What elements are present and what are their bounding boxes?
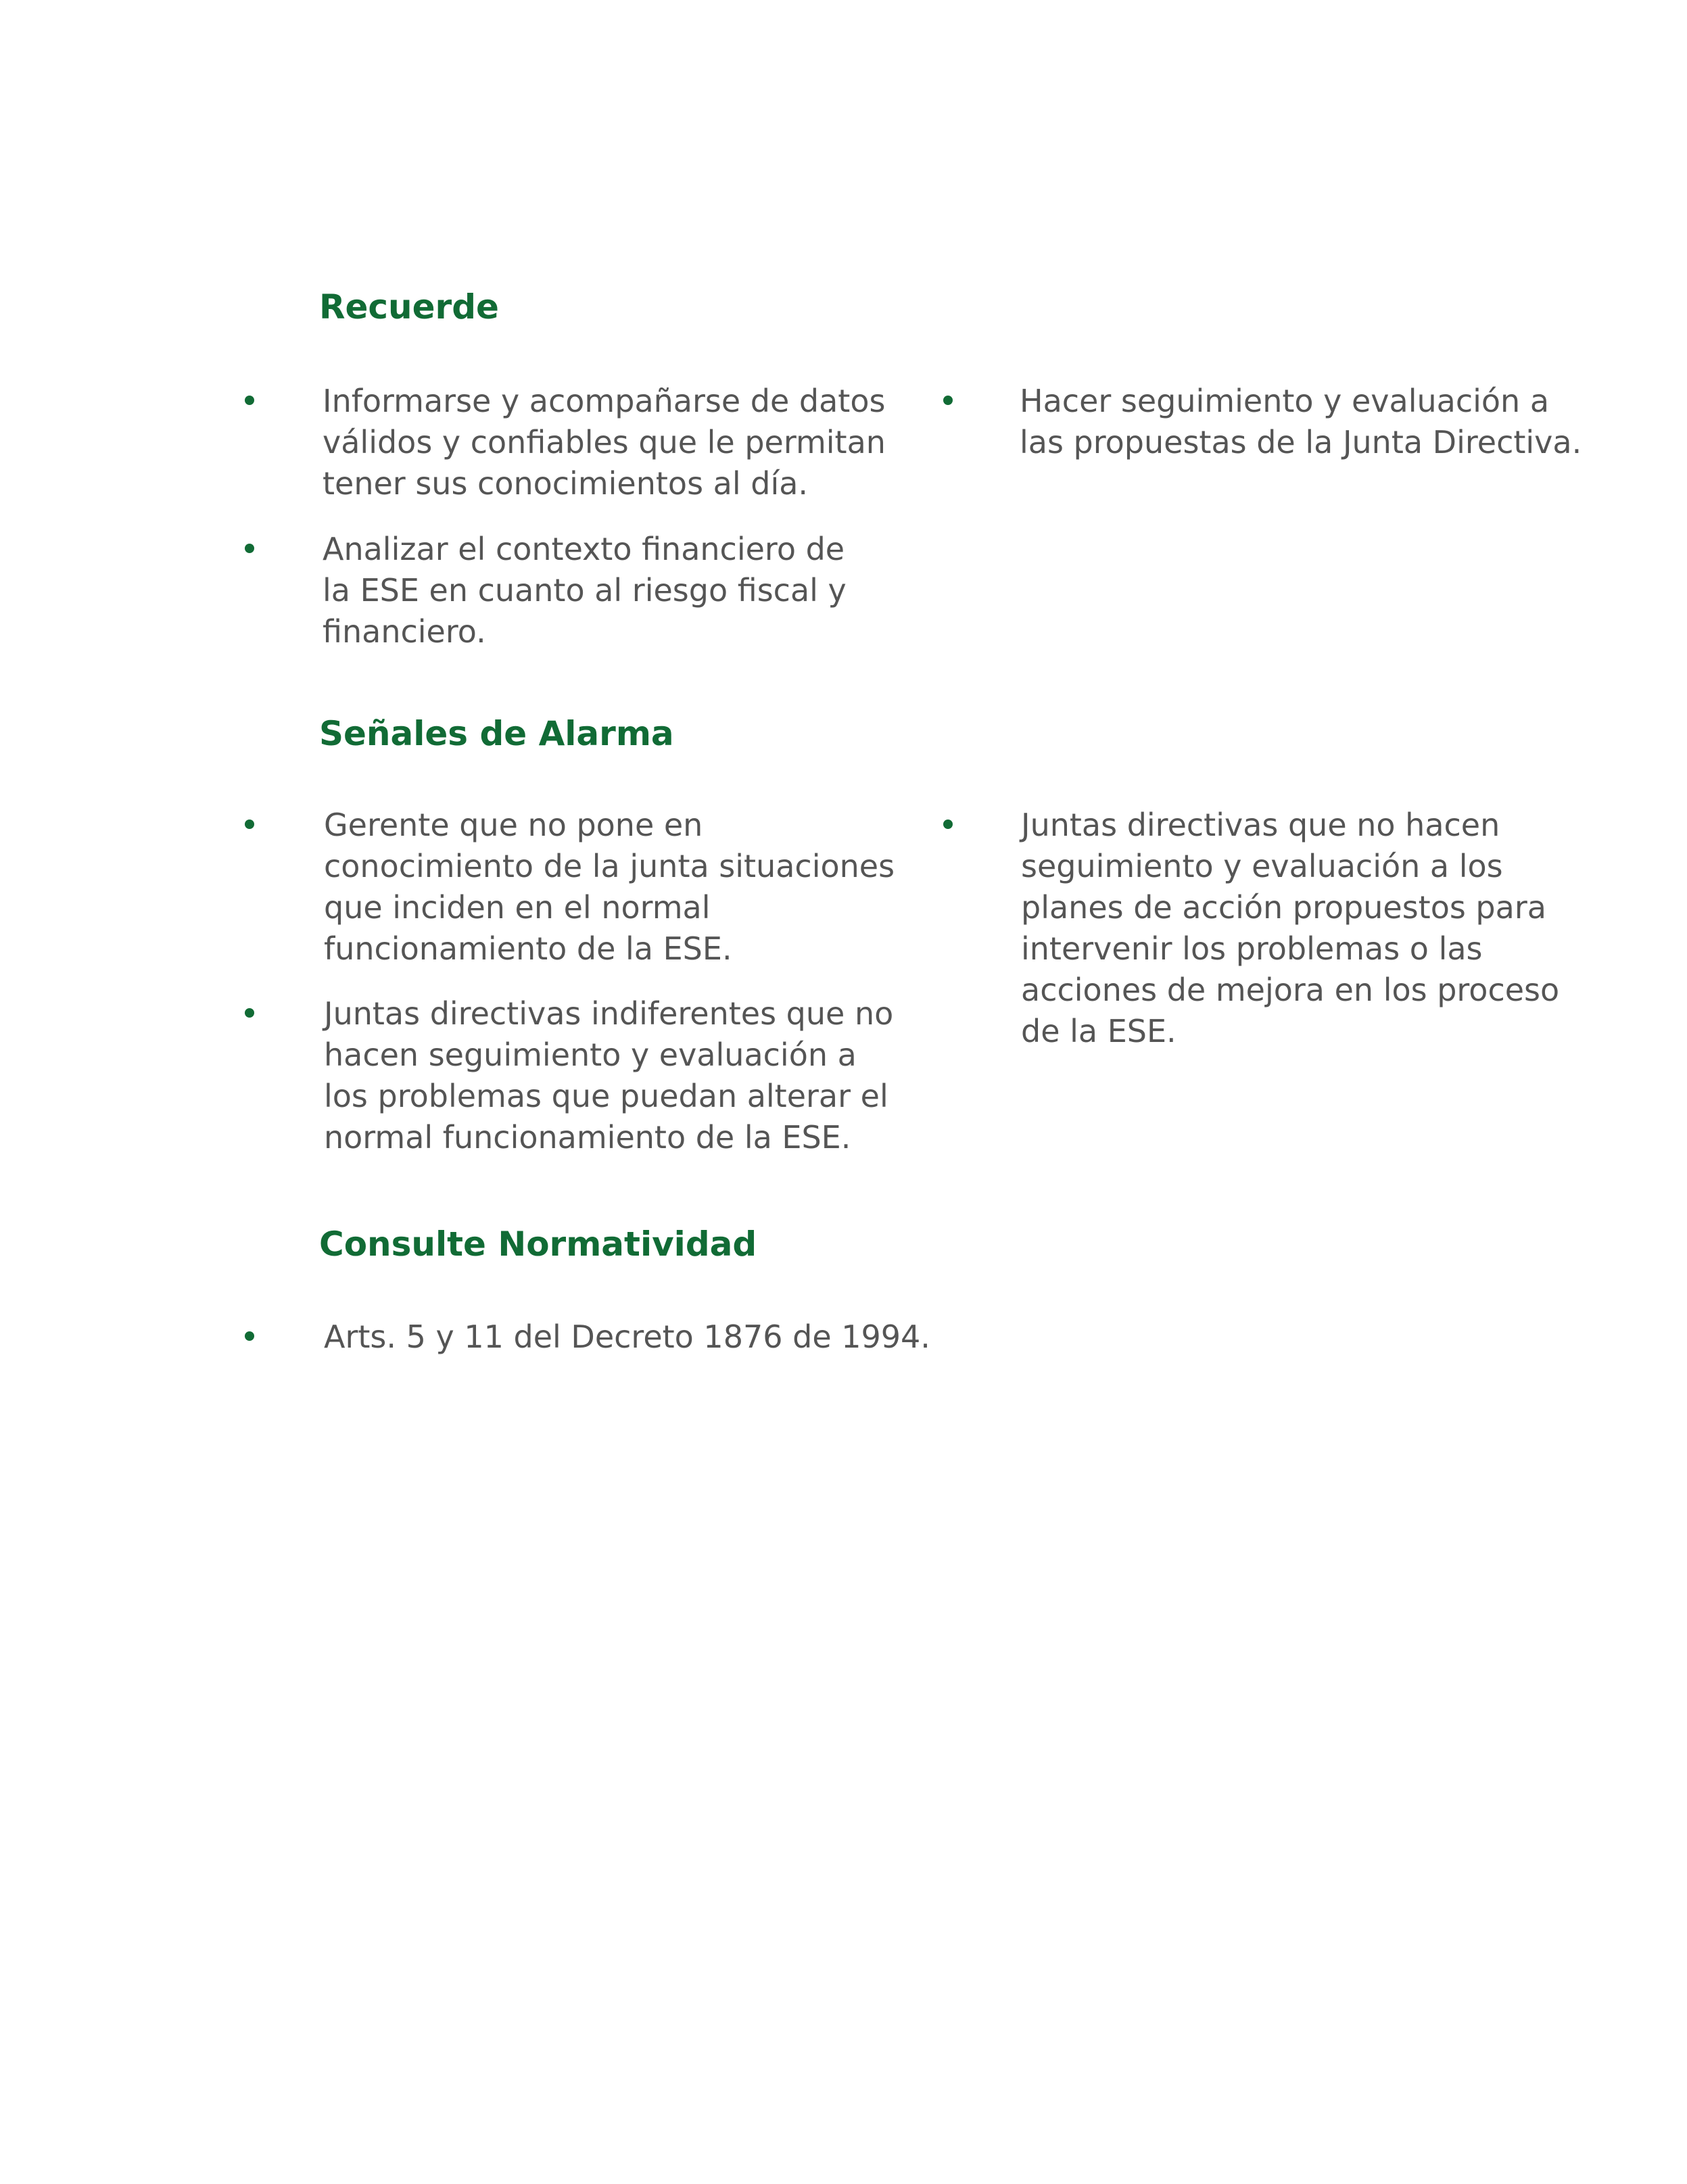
list-item	[1020, 381, 1582, 463]
list-item-line: Analizar el contexto financiero de	[323, 531, 845, 567]
list-item-line: Juntas directivas indiferentes que no	[324, 995, 894, 1032]
list-item-line: seguimiento y evaluación a los	[1021, 848, 1503, 884]
list-item-line: tener sus conocimientos al día.	[323, 465, 809, 502]
section-heading-recuerde: Recuerde	[319, 287, 499, 327]
bullet-icon	[245, 820, 254, 829]
list-item	[324, 1316, 930, 1358]
bullet-icon	[245, 396, 254, 405]
list-item-line: planes de acción propuestos para	[1021, 889, 1546, 926]
section-heading-consulte-normatividad: Consulte Normatividad	[319, 1225, 757, 1264]
bullet-icon	[245, 1331, 254, 1341]
list-item	[323, 529, 847, 652]
list-item-line: que inciden en el normal	[324, 889, 711, 926]
list-item-line: intervenir los problemas o las	[1021, 930, 1483, 967]
list-item	[324, 805, 895, 970]
list-item-line: acciones de mejora en los proceso	[1021, 972, 1560, 1008]
list-item-line: normal funcionamiento de la ESE.	[324, 1119, 851, 1156]
list-item-line: los problemas que puedan alterar el	[324, 1078, 888, 1114]
list-item	[323, 381, 886, 504]
list-item-line: funcionamiento de la ESE.	[324, 930, 732, 967]
list-item-line: las propuestas de la Junta Directiva.	[1020, 424, 1582, 460]
bullet-icon	[943, 396, 953, 405]
list-item	[1021, 805, 1559, 1052]
list-item-line: Juntas directivas que no hacen	[1021, 807, 1500, 843]
list-item-line: Informarse y acompañarse de datos	[323, 383, 886, 419]
bullet-icon	[943, 820, 953, 829]
list-item-line: conocimiento de la junta situaciones	[324, 848, 895, 884]
bullet-icon	[245, 1008, 254, 1018]
list-item-line: de la ESE.	[1021, 1013, 1177, 1049]
bullet-icon	[245, 544, 254, 553]
list-item-line: Arts. 5 y 11 del Decreto 1876 de 1994.	[324, 1319, 930, 1355]
list-item-line: financiero.	[323, 613, 486, 650]
section-heading-senales-de-alarma: Señales de Alarma	[319, 714, 674, 753]
list-item-line: válidos y confiables que le permitan	[323, 424, 886, 460]
list-item-line: Hacer seguimiento y evaluación a	[1020, 383, 1550, 419]
list-item-line: hacen seguimiento y evaluación a	[324, 1037, 857, 1073]
list-item-line: la ESE en cuanto al riesgo fiscal y	[323, 572, 847, 609]
list-item	[324, 993, 893, 1158]
list-item-line: Gerente que no pone en	[324, 807, 703, 843]
